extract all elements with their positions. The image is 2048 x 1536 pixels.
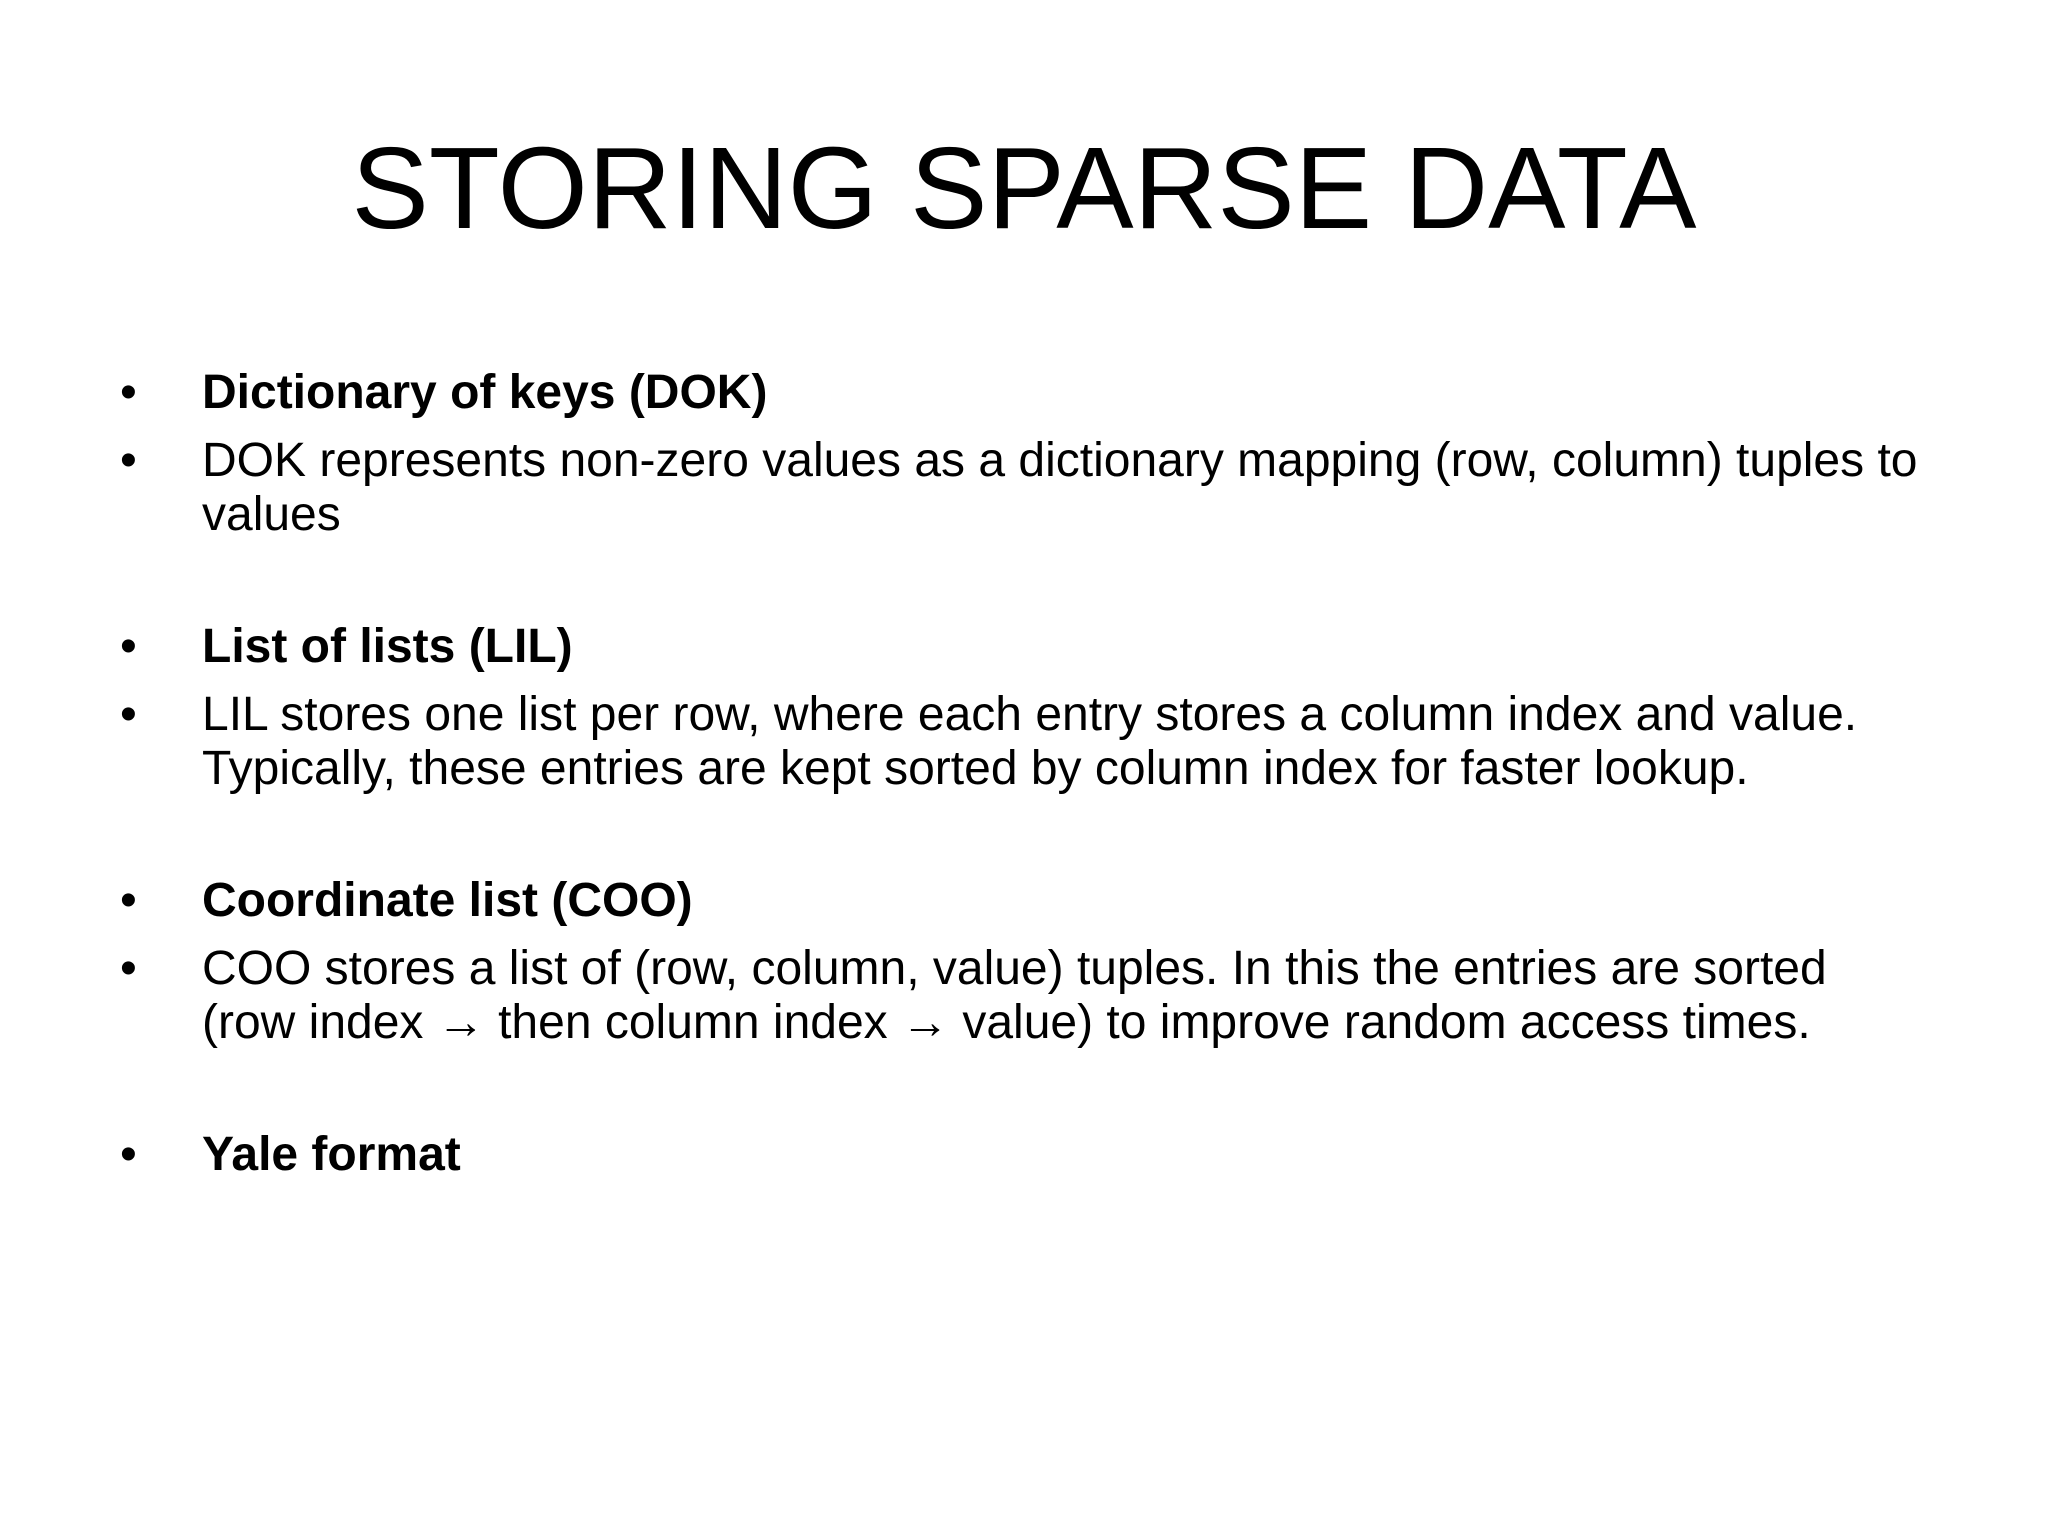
bullet-marker: • [120, 620, 137, 673]
bullet-item-dok-heading [120, 366, 1920, 420]
bullet-item-lil-description [120, 688, 1920, 796]
slide-title: STORING SPARSE DATA [351, 123, 1697, 253]
bullet-item-coo-heading [120, 874, 1920, 928]
bullet-text: LIL stores one list per row, where each entry stores a column index and value. Typically, these entries are kept sorted by column index for faster lookup. [202, 688, 1858, 795]
bullet-text: Yale format [202, 1128, 461, 1181]
bullet-marker: • [120, 874, 137, 927]
bullet-marker: • [120, 942, 137, 995]
bullet-marker: • [120, 1128, 137, 1181]
bullet-text: Dictionary of keys (DOK) [202, 366, 768, 419]
bullet-marker: • [120, 688, 137, 741]
bullet-item-coo-description [120, 942, 1920, 1050]
bullet-text: COO stores a list of (row, column, value) tuples. In this the entries are sorted (row index → then column index → value) to improve random access times. [202, 942, 1827, 1049]
bullet-text: Coordinate list (COO) [202, 874, 693, 927]
bullet-item-yale-heading [120, 1128, 1920, 1182]
bullet-text: DOK represents non-zero values as a dictionary mapping (row, column) tuples to values [202, 434, 1918, 541]
bullet-marker: • [120, 434, 137, 487]
bullet-item-lil-heading [120, 620, 1920, 674]
bullet-item-dok-description [120, 434, 1920, 542]
bullet-marker: • [120, 366, 137, 419]
bullet-text: List of lists (LIL) [202, 620, 573, 673]
bullet-list [120, 366, 1920, 1182]
